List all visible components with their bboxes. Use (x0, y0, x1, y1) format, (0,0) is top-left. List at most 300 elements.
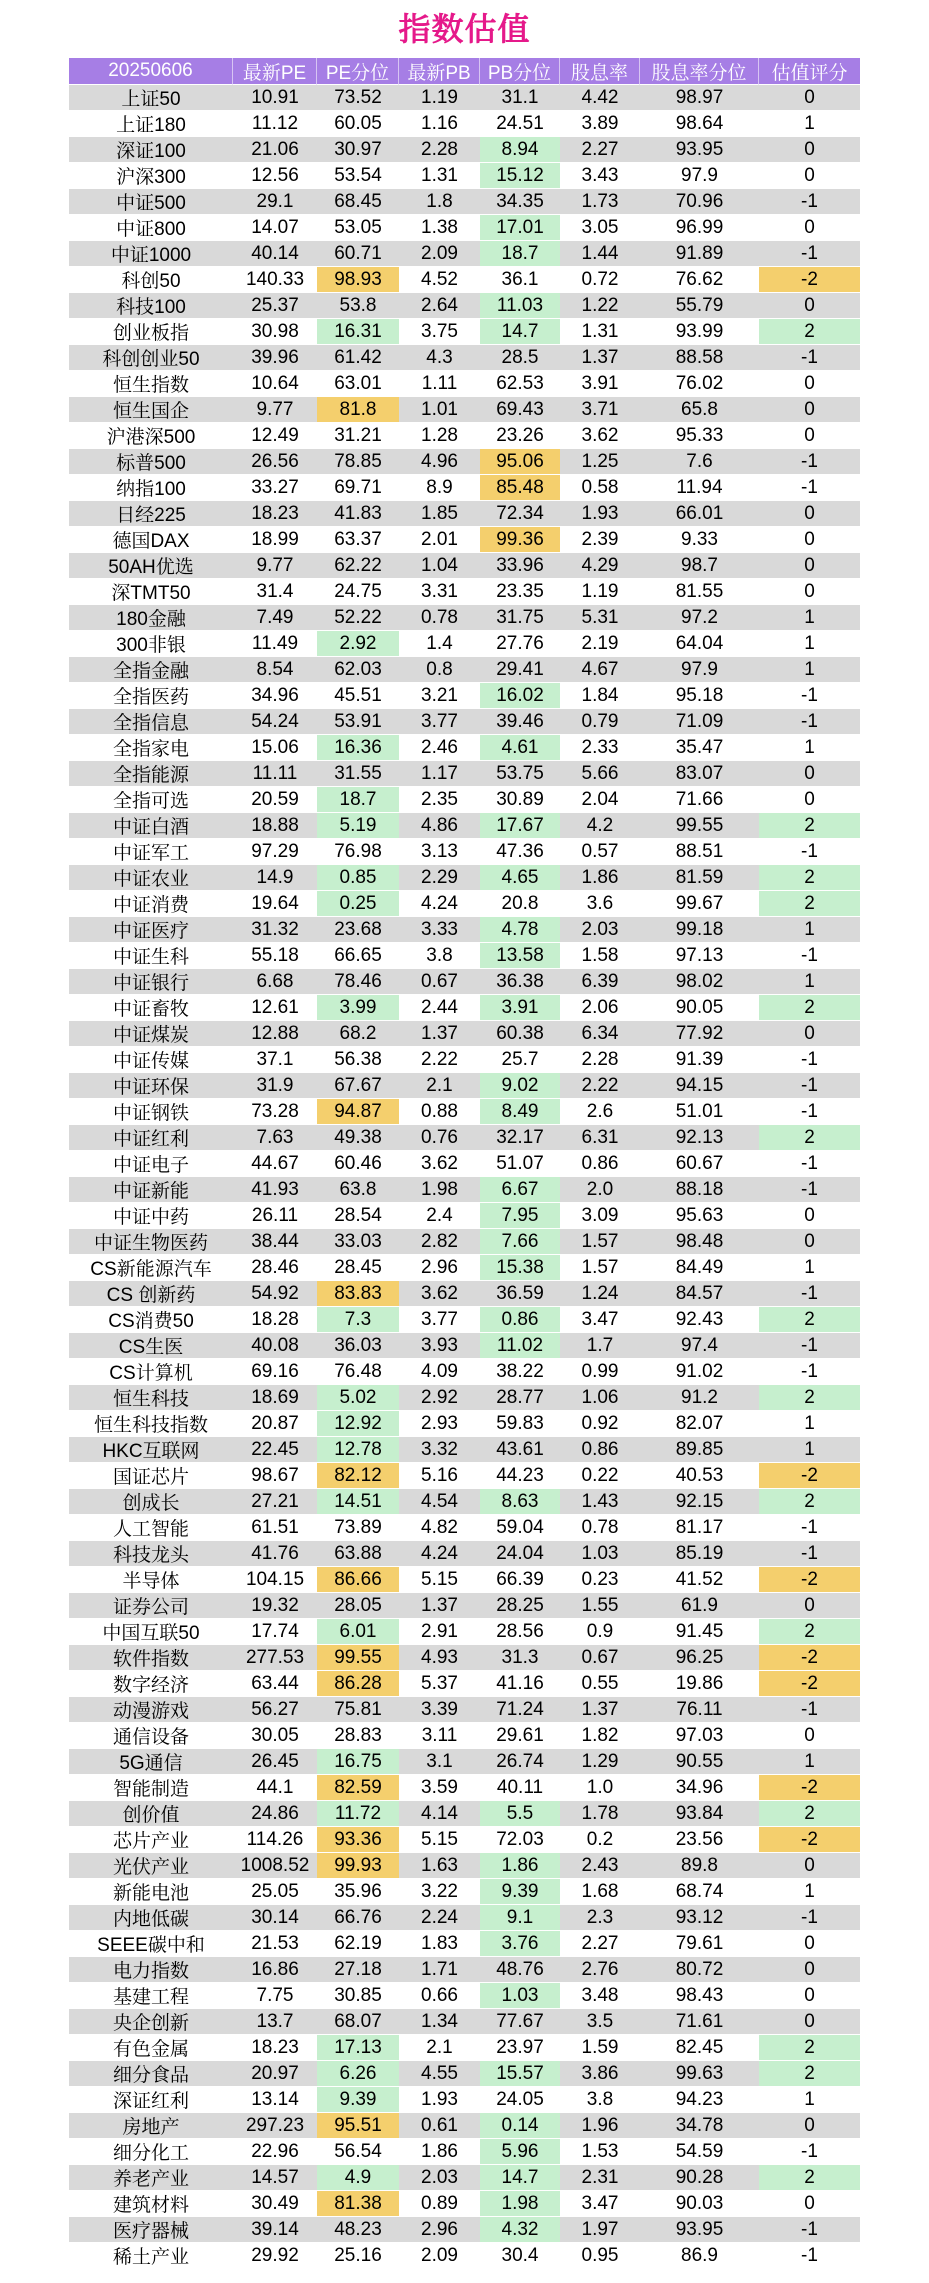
latest-pb-cell: 5.16 (399, 1463, 480, 1489)
table-row (69, 397, 860, 423)
dividend-yield-cell: 0.67 (560, 1645, 640, 1671)
pe-percentile-cell: 68.07 (317, 2009, 399, 2035)
index-name-cell: 300非银 (69, 631, 233, 657)
dividend-yield-percentile-cell: 99.67 (640, 891, 759, 917)
latest-pb-cell: 1.34 (399, 2009, 480, 2035)
pb-percentile-cell: 36.1 (480, 267, 560, 293)
valuation-score-cell: 1 (759, 2087, 860, 2113)
index-name-cell: 光伏产业 (69, 1853, 233, 1879)
dividend-yield-percentile-cell: 88.18 (640, 1177, 759, 1203)
dividend-yield-cell: 1.57 (560, 1229, 640, 1255)
dividend-yield-cell: 1.97 (560, 2217, 640, 2243)
table-row (69, 943, 860, 969)
latest-pe-cell: 39.96 (233, 345, 317, 371)
pe-percentile-cell: 31.55 (317, 761, 399, 787)
table-row (69, 1307, 860, 1333)
valuation-score-cell: -1 (759, 1281, 860, 1307)
valuation-score-cell: -1 (759, 1099, 860, 1125)
table-row (69, 371, 860, 397)
dividend-yield-cell: 6.31 (560, 1125, 640, 1151)
latest-pe-cell: 114.26 (233, 1827, 317, 1853)
latest-pe-cell: 6.68 (233, 969, 317, 995)
dividend-yield-cell: 1.82 (560, 1723, 640, 1749)
dividend-yield-percentile-cell: 84.49 (640, 1255, 759, 1281)
pb-percentile-cell: 15.57 (480, 2061, 560, 2087)
valuation-score-cell: 0 (759, 163, 860, 189)
latest-pe-cell: 15.06 (233, 735, 317, 761)
latest-pe-column-header: 最新PE (233, 58, 317, 85)
pe-percentile-cell: 60.71 (317, 241, 399, 267)
pe-percentile-cell: 78.85 (317, 449, 399, 475)
valuation-score-cell: 2 (759, 1385, 860, 1411)
pb-percentile-cell: 4.61 (480, 735, 560, 761)
index-name-cell: 纳指100 (69, 475, 233, 501)
dividend-yield-cell: 3.6 (560, 891, 640, 917)
index-name-cell: 建筑材料 (69, 2191, 233, 2217)
dividend-yield-cell: 5.31 (560, 605, 640, 631)
table-row (69, 683, 860, 709)
latest-pb-cell: 3.62 (399, 1151, 480, 1177)
valuation-score-cell: -1 (759, 2217, 860, 2243)
latest-pb-cell: 1.86 (399, 2139, 480, 2165)
pb-percentile-cell: 14.7 (480, 319, 560, 345)
table-row (69, 215, 860, 241)
dividend-yield-percentile-cell: 95.18 (640, 683, 759, 709)
valuation-score-cell: 2 (759, 865, 860, 891)
valuation-score-cell: 0 (759, 501, 860, 527)
pb-percentile-cell: 9.1 (480, 1905, 560, 1931)
index-name-cell: 基建工程 (69, 1983, 233, 2009)
pb-percentile-cell: 40.11 (480, 1775, 560, 1801)
dividend-yield-percentile-cell: 99.18 (640, 917, 759, 943)
pb-percentile-cell: 23.97 (480, 2035, 560, 2061)
index-name-cell: 中证农业 (69, 865, 233, 891)
latest-pe-cell: 41.76 (233, 1541, 317, 1567)
latest-pe-cell: 11.11 (233, 761, 317, 787)
valuation-score-cell: -1 (759, 475, 860, 501)
dividend-yield-cell: 1.7 (560, 1333, 640, 1359)
dividend-yield-cell: 0.86 (560, 1437, 640, 1463)
table-row (69, 1385, 860, 1411)
dividend-yield-cell: 0.22 (560, 1463, 640, 1489)
pb-percentile-cell: 17.01 (480, 215, 560, 241)
dividend-yield-percentile-cell: 90.05 (640, 995, 759, 1021)
dividend-yield-percentile-cell: 92.15 (640, 1489, 759, 1515)
latest-pb-cell: 4.54 (399, 1489, 480, 1515)
valuation-score-cell: 0 (759, 2009, 860, 2035)
dividend-yield-percentile-cell: 93.84 (640, 1801, 759, 1827)
table-row (69, 2061, 860, 2087)
dividend-yield-percentile-cell: 77.92 (640, 1021, 759, 1047)
latest-pb-cell: 1.19 (399, 85, 480, 111)
table-row (69, 1437, 860, 1463)
pe-percentile-cell: 56.54 (317, 2139, 399, 2165)
dividend-yield-percentile-cell: 70.96 (640, 189, 759, 215)
valuation-score-cell: 2 (759, 319, 860, 345)
dividend-yield-percentile-cell: 34.78 (640, 2113, 759, 2139)
latest-pb-cell: 2.09 (399, 2243, 480, 2269)
table-row (69, 2165, 860, 2191)
pb-percentile-cell: 31.3 (480, 1645, 560, 1671)
pb-percentile-cell: 24.04 (480, 1541, 560, 1567)
latest-pb-cell: 2.64 (399, 293, 480, 319)
latest-pb-cell: 3.33 (399, 917, 480, 943)
latest-pb-cell: 1.63 (399, 1853, 480, 1879)
dividend-yield-cell: 1.19 (560, 579, 640, 605)
latest-pb-cell: 2.96 (399, 2217, 480, 2243)
dividend-yield-percentile-cell: 81.55 (640, 579, 759, 605)
pe-percentile-cell: 16.31 (317, 319, 399, 345)
latest-pb-cell: 0.66 (399, 1983, 480, 2009)
pb-percentile-cell: 8.63 (480, 1489, 560, 1515)
pe-percentile-cell: 5.02 (317, 1385, 399, 1411)
valuation-score-cell: -1 (759, 345, 860, 371)
latest-pe-cell: 97.29 (233, 839, 317, 865)
index-name-cell: HKC互联网 (69, 1437, 233, 1463)
index-name-cell: SEEE碳中和 (69, 1931, 233, 1957)
latest-pe-cell: 38.44 (233, 1229, 317, 1255)
pe-percentile-cell: 12.92 (317, 1411, 399, 1437)
pb-percentile-cell: 3.76 (480, 1931, 560, 1957)
valuation-score-cell: 0 (759, 2191, 860, 2217)
dividend-yield-cell: 3.05 (560, 215, 640, 241)
dividend-yield-percentile-column-header: 股息率分位 (640, 58, 759, 85)
index-name-cell: 医疗器械 (69, 2217, 233, 2243)
latest-pb-cell: 4.09 (399, 1359, 480, 1385)
table-row (69, 1723, 860, 1749)
pe-percentile-cell: 31.21 (317, 423, 399, 449)
valuation-score-cell: 0 (759, 761, 860, 787)
pb-percentile-cell: 48.76 (480, 1957, 560, 1983)
latest-pe-cell: 29.92 (233, 2243, 317, 2269)
pe-percentile-cell: 94.87 (317, 1099, 399, 1125)
valuation-score-cell: -2 (759, 1567, 860, 1593)
table-row (69, 1359, 860, 1385)
dividend-yield-cell: 1.31 (560, 319, 640, 345)
latest-pb-cell: 2.1 (399, 2035, 480, 2061)
table-row (69, 1151, 860, 1177)
valuation-score-cell: -1 (759, 241, 860, 267)
dividend-yield-percentile-cell: 55.79 (640, 293, 759, 319)
valuation-score-cell: 0 (759, 2113, 860, 2139)
dividend-yield-percentile-cell: 89.85 (640, 1437, 759, 1463)
pb-percentile-cell: 4.65 (480, 865, 560, 891)
latest-pe-cell: 63.44 (233, 1671, 317, 1697)
pb-percentile-cell: 7.95 (480, 1203, 560, 1229)
pe-percentile-cell: 81.38 (317, 2191, 399, 2217)
latest-pe-cell: 25.37 (233, 293, 317, 319)
latest-pe-cell: 7.75 (233, 1983, 317, 2009)
dividend-yield-cell: 0.23 (560, 1567, 640, 1593)
latest-pe-cell: 297.23 (233, 2113, 317, 2139)
dividend-yield-percentile-cell: 93.95 (640, 2217, 759, 2243)
index-name-cell: 恒生国企 (69, 397, 233, 423)
valuation-score-cell: 0 (759, 1593, 860, 1619)
pb-percentile-cell: 36.38 (480, 969, 560, 995)
pe-percentile-cell: 3.99 (317, 995, 399, 1021)
pe-percentile-cell: 53.91 (317, 709, 399, 735)
dividend-yield-percentile-cell: 93.99 (640, 319, 759, 345)
index-name-cell: 中证1000 (69, 241, 233, 267)
latest-pb-cell: 3.13 (399, 839, 480, 865)
pb-percentile-cell: 25.7 (480, 1047, 560, 1073)
pb-percentile-cell: 7.66 (480, 1229, 560, 1255)
index-name-cell: 深证100 (69, 137, 233, 163)
index-name-cell: 沪港深500 (69, 423, 233, 449)
latest-pe-cell: 54.24 (233, 709, 317, 735)
dividend-yield-cell: 1.59 (560, 2035, 640, 2061)
pb-percentile-cell: 28.56 (480, 1619, 560, 1645)
dividend-yield-percentile-cell: 66.01 (640, 501, 759, 527)
table-row (69, 1255, 860, 1281)
pe-percentile-cell: 18.7 (317, 787, 399, 813)
dividend-yield-cell: 2.6 (560, 1099, 640, 1125)
table-row (69, 267, 860, 293)
valuation-score-cell: 1 (759, 1437, 860, 1463)
latest-pe-cell: 7.63 (233, 1125, 317, 1151)
index-name-cell: 智能制造 (69, 1775, 233, 1801)
pe-percentile-cell: 60.05 (317, 111, 399, 137)
latest-pb-cell: 2.24 (399, 1905, 480, 1931)
index-name-cell: 全指能源 (69, 761, 233, 787)
latest-pb-cell: 1.98 (399, 1177, 480, 1203)
pb-percentile-cell: 85.48 (480, 475, 560, 501)
latest-pb-cell: 1.85 (399, 501, 480, 527)
dividend-yield-cell: 1.53 (560, 2139, 640, 2165)
latest-pe-cell: 11.12 (233, 111, 317, 137)
table-row (69, 1463, 860, 1489)
table-row (69, 1567, 860, 1593)
latest-pb-cell: 1.37 (399, 1593, 480, 1619)
dividend-yield-percentile-cell: 65.8 (640, 397, 759, 423)
valuation-score-cell: -1 (759, 2243, 860, 2269)
dividend-yield-percentile-cell: 82.45 (640, 2035, 759, 2061)
latest-pb-cell: 4.82 (399, 1515, 480, 1541)
latest-pb-cell: 4.24 (399, 891, 480, 917)
pe-percentile-cell: 45.51 (317, 683, 399, 709)
pb-percentile-cell: 33.96 (480, 553, 560, 579)
pe-percentile-cell: 27.18 (317, 1957, 399, 1983)
dividend-yield-cell: 3.43 (560, 163, 640, 189)
dividend-yield-cell: 0.86 (560, 1151, 640, 1177)
pe-percentile-cell: 23.68 (317, 917, 399, 943)
valuation-score-cell: 0 (759, 787, 860, 813)
dividend-yield-percentile-cell: 90.55 (640, 1749, 759, 1775)
pb-percentile-cell: 28.77 (480, 1385, 560, 1411)
pe-percentile-cell: 53.8 (317, 293, 399, 319)
latest-pb-cell: 1.16 (399, 111, 480, 137)
pb-percentile-cell: 13.58 (480, 943, 560, 969)
valuation-score-cell: -1 (759, 2139, 860, 2165)
latest-pe-cell: 140.33 (233, 267, 317, 293)
table-row (69, 579, 860, 605)
latest-pe-cell: 8.54 (233, 657, 317, 683)
dividend-yield-column-header: 股息率 (560, 58, 640, 85)
latest-pe-cell: 12.61 (233, 995, 317, 1021)
pe-percentile-cell: 93.36 (317, 1827, 399, 1853)
pb-percentile-cell: 1.86 (480, 1853, 560, 1879)
pb-percentile-cell: 20.8 (480, 891, 560, 917)
dividend-yield-percentile-cell: 99.55 (640, 813, 759, 839)
table-row (69, 501, 860, 527)
pe-percentile-cell: 36.03 (317, 1333, 399, 1359)
latest-pe-cell: 31.9 (233, 1073, 317, 1099)
pb-percentile-cell: 59.83 (480, 1411, 560, 1437)
pb-percentile-cell: 31.1 (480, 85, 560, 111)
valuation-score-cell: 0 (759, 1853, 860, 1879)
pe-percentile-cell: 78.46 (317, 969, 399, 995)
dividend-yield-cell: 2.06 (560, 995, 640, 1021)
index-name-cell: 中证500 (69, 189, 233, 215)
latest-pe-cell: 10.91 (233, 85, 317, 111)
latest-pe-cell: 20.97 (233, 2061, 317, 2087)
valuation-score-cell: -1 (759, 449, 860, 475)
pb-percentile-cell: 0.86 (480, 1307, 560, 1333)
valuation-score-cell: 2 (759, 2165, 860, 2191)
valuation-score-cell: -2 (759, 1827, 860, 1853)
table-row (69, 891, 860, 917)
valuation-table (69, 58, 860, 2269)
pb-percentile-cell: 28.25 (480, 1593, 560, 1619)
dividend-yield-cell: 2.3 (560, 1905, 640, 1931)
table-row (69, 1099, 860, 1125)
pb-percentile-cell: 71.24 (480, 1697, 560, 1723)
index-name-cell: 上证50 (69, 85, 233, 111)
dividend-yield-percentile-cell: 88.51 (640, 839, 759, 865)
table-row (69, 1593, 860, 1619)
latest-pe-cell: 30.98 (233, 319, 317, 345)
valuation-score-cell: 2 (759, 2035, 860, 2061)
pb-percentile-cell: 38.22 (480, 1359, 560, 1385)
valuation-score-cell: -1 (759, 1515, 860, 1541)
pe-percentile-cell: 33.03 (317, 1229, 399, 1255)
dividend-yield-percentile-cell: 19.86 (640, 1671, 759, 1697)
table-row (69, 423, 860, 449)
dividend-yield-cell: 4.29 (560, 553, 640, 579)
dividend-yield-cell: 3.86 (560, 2061, 640, 2087)
latest-pb-cell: 4.3 (399, 345, 480, 371)
latest-pb-cell: 1.11 (399, 371, 480, 397)
valuation-score-cell: 0 (759, 1723, 860, 1749)
valuation-score-cell: 1 (759, 631, 860, 657)
dividend-yield-cell: 0.78 (560, 1515, 640, 1541)
latest-pb-cell: 2.01 (399, 527, 480, 553)
dividend-yield-percentile-cell: 98.64 (640, 111, 759, 137)
latest-pe-cell: 39.14 (233, 2217, 317, 2243)
dividend-yield-cell: 1.25 (560, 449, 640, 475)
index-name-cell: 全指医药 (69, 683, 233, 709)
index-name-cell: 中证消费 (69, 891, 233, 917)
latest-pb-cell: 1.8 (399, 189, 480, 215)
dividend-yield-cell: 0.99 (560, 1359, 640, 1385)
pe-percentile-cell: 30.85 (317, 1983, 399, 2009)
index-name-cell: 稀土产业 (69, 2243, 233, 2269)
latest-pe-cell: 18.23 (233, 2035, 317, 2061)
pb-percentile-cell: 11.03 (480, 293, 560, 319)
dividend-yield-percentile-cell: 88.58 (640, 345, 759, 371)
dividend-yield-cell: 0.57 (560, 839, 640, 865)
latest-pe-cell: 73.28 (233, 1099, 317, 1125)
latest-pe-cell: 26.45 (233, 1749, 317, 1775)
dividend-yield-cell: 1.03 (560, 1541, 640, 1567)
dividend-yield-cell: 1.58 (560, 943, 640, 969)
index-name-cell: 中证军工 (69, 839, 233, 865)
pb-percentile-cell: 9.39 (480, 1879, 560, 1905)
dividend-yield-percentile-cell: 71.61 (640, 2009, 759, 2035)
index-name-cell: 中证白酒 (69, 813, 233, 839)
dividend-yield-percentile-cell: 94.15 (640, 1073, 759, 1099)
latest-pb-cell: 0.76 (399, 1125, 480, 1151)
table-row (69, 1853, 860, 1879)
latest-pb-cell: 1.83 (399, 1931, 480, 1957)
dividend-yield-percentile-cell: 86.9 (640, 2243, 759, 2269)
pb-percentile-cell: 51.07 (480, 1151, 560, 1177)
dividend-yield-cell: 2.04 (560, 787, 640, 813)
dividend-yield-percentile-cell: 7.6 (640, 449, 759, 475)
latest-pe-cell: 31.4 (233, 579, 317, 605)
pb-percentile-cell: 95.06 (480, 449, 560, 475)
latest-pe-cell: 56.27 (233, 1697, 317, 1723)
dividend-yield-percentile-cell: 91.02 (640, 1359, 759, 1385)
table-row (69, 1645, 860, 1671)
latest-pe-cell: 277.53 (233, 1645, 317, 1671)
valuation-score-cell: 0 (759, 215, 860, 241)
latest-pe-cell: 18.99 (233, 527, 317, 553)
dividend-yield-percentile-cell: 90.28 (640, 2165, 759, 2191)
valuation-score-cell: -1 (759, 1697, 860, 1723)
dividend-yield-percentile-cell: 76.11 (640, 1697, 759, 1723)
pe-percentile-cell: 53.54 (317, 163, 399, 189)
valuation-score-cell: 2 (759, 813, 860, 839)
latest-pe-cell: 19.64 (233, 891, 317, 917)
latest-pb-cell: 2.35 (399, 787, 480, 813)
pb-percentile-cell: 44.23 (480, 1463, 560, 1489)
latest-pe-cell: 61.51 (233, 1515, 317, 1541)
dividend-yield-percentile-cell: 34.96 (640, 1775, 759, 1801)
dividend-yield-percentile-cell: 84.57 (640, 1281, 759, 1307)
latest-pb-cell: 2.92 (399, 1385, 480, 1411)
latest-pb-cell: 1.37 (399, 1021, 480, 1047)
valuation-score-cell: 1 (759, 1255, 860, 1281)
dividend-yield-percentile-cell: 97.2 (640, 605, 759, 631)
pe-percentile-column-header: PE分位 (317, 58, 399, 85)
table-row (69, 1125, 860, 1151)
dividend-yield-cell: 1.22 (560, 293, 640, 319)
pe-percentile-cell: 76.48 (317, 1359, 399, 1385)
pb-percentile-cell: 77.67 (480, 2009, 560, 2035)
pe-percentile-cell: 83.83 (317, 1281, 399, 1307)
valuation-score-cell: 0 (759, 371, 860, 397)
table-row (69, 1827, 860, 1853)
index-name-cell: 50AH优选 (69, 553, 233, 579)
dividend-yield-cell: 1.57 (560, 1255, 640, 1281)
pb-percentile-cell: 4.78 (480, 917, 560, 943)
pb-percentile-cell: 59.04 (480, 1515, 560, 1541)
pe-percentile-cell: 24.75 (317, 579, 399, 605)
dividend-yield-cell: 1.84 (560, 683, 640, 709)
valuation-score-cell: -1 (759, 1541, 860, 1567)
dividend-yield-cell: 0.72 (560, 267, 640, 293)
dividend-yield-cell: 3.91 (560, 371, 640, 397)
latest-pb-cell: 2.1 (399, 1073, 480, 1099)
pb-percentile-cell: 62.53 (480, 371, 560, 397)
table-row (69, 1619, 860, 1645)
pb-percentile-cell: 17.67 (480, 813, 560, 839)
latest-pe-cell: 18.28 (233, 1307, 317, 1333)
dividend-yield-percentile-cell: 54.59 (640, 2139, 759, 2165)
index-name-cell: CS消费50 (69, 1307, 233, 1333)
valuation-score-cell: 1 (759, 1749, 860, 1775)
